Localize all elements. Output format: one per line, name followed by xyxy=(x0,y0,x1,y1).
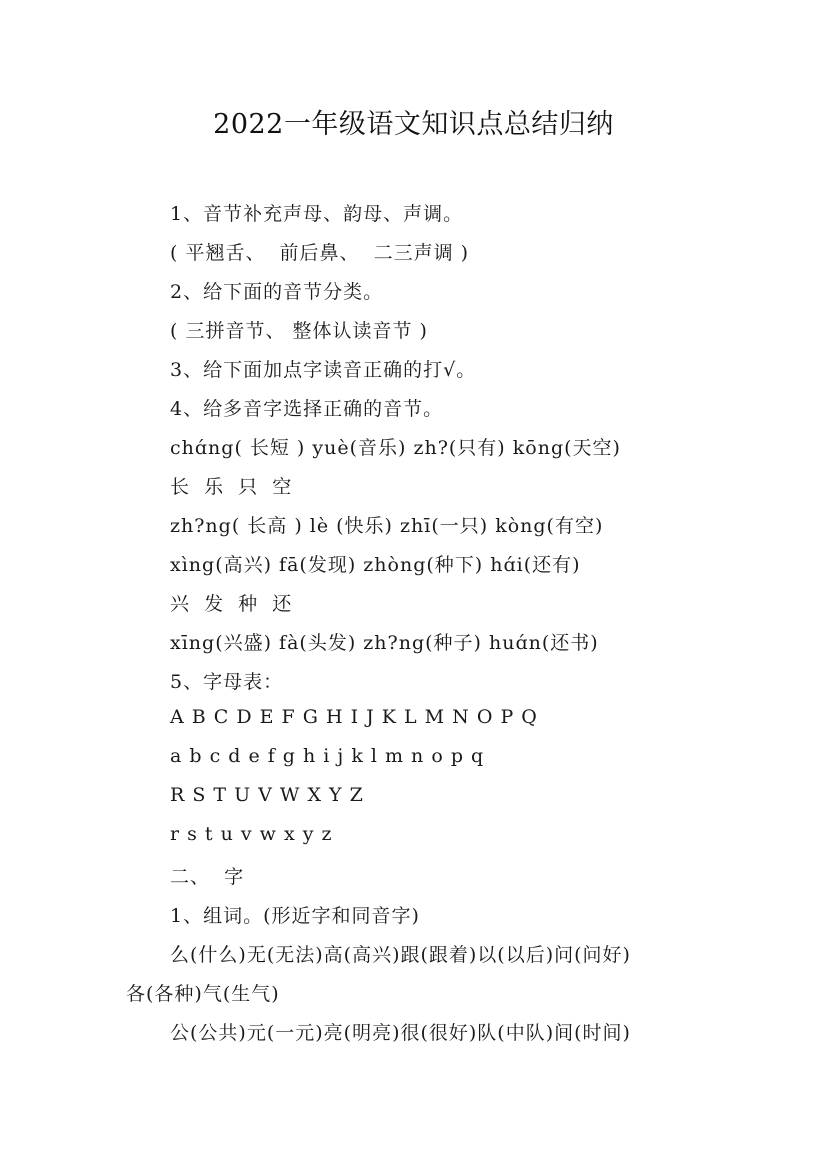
text-line: 各(各种)气(生气) xyxy=(126,983,280,1005)
character-line: 长 乐 只 空 xyxy=(170,476,293,498)
text-line: 3、给下面加点字读音正确的打√。 xyxy=(170,359,477,381)
alphabet-line: a b c d e f g h i j k l m n o p q xyxy=(170,745,485,767)
text-line: 2、给下面的音节分类。 xyxy=(170,281,384,303)
document-title: 2022一年级语文知识点总结归纳 xyxy=(213,109,614,140)
alphabet-line: r s t u v w x y z xyxy=(170,823,333,845)
text-line: 1、音节补充声母、韵母、声调。 xyxy=(170,203,464,225)
alphabet-line: R S T U V W X Y Z xyxy=(170,784,364,806)
text-line: 4、给多音字选择正确的音节。 xyxy=(170,398,444,420)
pinyin-line: chɑ́ng( 长短 ) yuè(音乐) zh?(只有) kōng(天空) xyxy=(170,437,621,459)
text-line: 么(什么)无(无法)高(高兴)跟(跟着)以(以后)问(问好) xyxy=(170,944,631,966)
text-line: 5、字母表： xyxy=(170,671,284,693)
pinyin-line: xìng(高兴) fā(发现) zhòng(种下) hɑ́i(还有) xyxy=(170,554,581,576)
text-line: 1、组词。(形近字和同音字) xyxy=(170,905,420,927)
alphabet-line: A B C D E F G H I J K L M N O P Q xyxy=(170,706,538,728)
pinyin-line: xīng(兴盛) fà(头发) zh?ng(种子) huɑ́n(还书) xyxy=(170,632,599,654)
text-line: ( 三拼音节、 整体认读音节 ) xyxy=(170,320,428,342)
character-line: 兴 发 种 还 xyxy=(170,593,293,615)
text-line: 公(公共)元(一元)亮(明亮)很(很好)队(中队)间(时间) xyxy=(170,1022,631,1044)
text-line: ( 平翘舌、 前后鼻、 二三声调 ) xyxy=(170,242,470,264)
section-heading: 二、 字 xyxy=(170,866,245,888)
pinyin-line: zh?ng( 长高 ) lè (快乐) zhī(一只) kòng(有空) xyxy=(170,515,604,537)
